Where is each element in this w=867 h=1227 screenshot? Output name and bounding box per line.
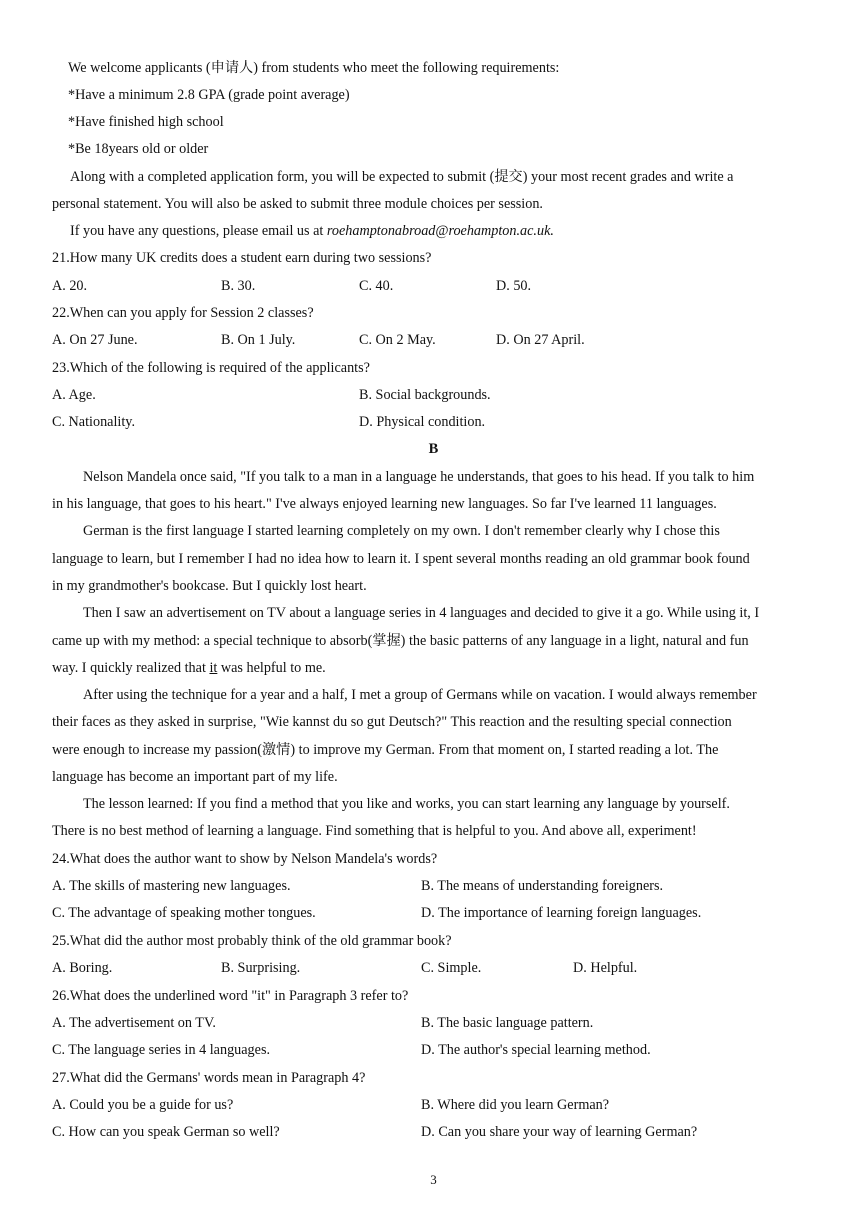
requirement-school: *Have finished high school xyxy=(68,114,224,130)
question-25-option-b: B. Surprising. xyxy=(221,960,301,976)
question-26-option-b: B. The basic language pattern. xyxy=(421,1015,594,1031)
contact-line xyxy=(70,222,554,240)
passage-line: After using the technique for a year and a half, I met a group of Germans while on vacation. I would always remember xyxy=(83,687,757,703)
question-26-stem: 26.What does the underlined word "it" in Paragraph 3 refer to? xyxy=(52,988,409,1004)
passage-line xyxy=(52,659,326,677)
question-22-option-d: D. On 27 April. xyxy=(496,332,585,348)
question-27-option-b: B. Where did you learn German? xyxy=(421,1097,610,1113)
passage-line: in my grandmother's bookcase. But I quickly lost heart. xyxy=(52,578,367,594)
question-26-option-a: A. The advertisement on TV. xyxy=(52,1015,216,1031)
question-24-option-d: D. The importance of learning foreign languages. xyxy=(421,905,702,921)
underlined-word-it: it xyxy=(209,660,218,676)
question-21-option-b: B. 30. xyxy=(221,278,256,294)
passage-line: language to learn, but I remember I had no idea how to learn it. I spent several months reading an old grammar book found xyxy=(52,551,750,567)
application-paragraph-line: personal statement. You will also be asked to submit three module choices per session. xyxy=(52,196,543,212)
passage-text: was helpful to me. xyxy=(217,660,326,676)
question-21-stem: 21.How many UK credits does a student earn during two sessions? xyxy=(52,250,432,266)
passage-line: their faces as they asked in surprise, "Wie kannst du so gut Deutsch?" This reaction and the resulting special connection xyxy=(52,714,732,730)
question-25-stem: 25.What did the author most probably think of the old grammar book? xyxy=(52,933,452,949)
question-22-stem: 22.When can you apply for Session 2 classes? xyxy=(52,305,314,321)
question-27-option-c: C. How can you speak German so well? xyxy=(52,1124,280,1140)
question-22-option-c: C. On 2 May. xyxy=(359,332,436,348)
passage-line: Nelson Mandela once said, "If you talk to a man in a language he understands, that goes to his head. If you talk to him xyxy=(83,469,755,485)
passage-line: were enough to increase my passion(激情) to improve my German. From that moment on, I started reading a lot. The xyxy=(52,742,719,758)
question-26-option-d: D. The author's special learning method. xyxy=(421,1042,651,1058)
question-22-option-b: B. On 1 July. xyxy=(221,332,296,348)
question-27-option-a: A. Could you be a guide for us? xyxy=(52,1097,234,1113)
passage-line: in his language, that goes to his heart." I've always enjoyed learning new languages. So far I've learned 11 languages. xyxy=(52,496,717,512)
question-23-option-a: A. Age. xyxy=(52,387,96,403)
question-23-option-b: B. Social backgrounds. xyxy=(359,387,491,403)
requirements-intro: We welcome applicants (申请人) from students who meet the following requirements: xyxy=(68,60,560,76)
passage-text: way. I quickly realized that xyxy=(52,660,210,676)
question-24-option-b: B. The means of understanding foreigners. xyxy=(421,878,664,894)
section-b-heading: B xyxy=(428,441,439,457)
question-27-stem: 27.What did the Germans' words mean in Paragraph 4? xyxy=(52,1070,366,1086)
passage-line: The lesson learned: If you find a method that you like and works, you can start learning any language by yourself. xyxy=(83,796,730,812)
question-25-option-a: A. Boring. xyxy=(52,960,113,976)
passage-line: language has become an important part of my life. xyxy=(52,769,338,785)
contact-email: roehamptonabroad@roehampton.ac.uk. xyxy=(326,223,554,239)
requirement-gpa: *Have a minimum 2.8 GPA (grade point average) xyxy=(68,87,350,103)
passage-line: came up with my method: a special technique to absorb(掌握) the basic patterns of any language in a light, natural and fun xyxy=(52,633,749,649)
question-22-option-a: A. On 27 June. xyxy=(52,332,138,348)
contact-text: If you have any questions, please email us at xyxy=(70,223,327,239)
question-21-option-a: A. 20. xyxy=(52,278,88,294)
passage-line: German is the first language I started learning completely on my own. I don't remember clearly why I chose this xyxy=(83,523,720,539)
passage-line: There is no best method of learning a language. Find something that is helpful to you. And above all, experiment! xyxy=(52,823,697,839)
question-25-option-c: C. Simple. xyxy=(421,960,482,976)
question-24-option-a: A. The skills of mastering new languages. xyxy=(52,878,291,894)
page-number: 3 xyxy=(430,1172,437,1187)
question-27-option-d: D. Can you share your way of learning German? xyxy=(421,1124,698,1140)
question-21-option-d: D. 50. xyxy=(496,278,532,294)
question-23-option-d: D. Physical condition. xyxy=(359,414,486,430)
passage-line: Then I saw an advertisement on TV about a language series in 4 languages and decided to give it a go. While using it, I xyxy=(83,605,760,621)
question-21-option-c: C. 40. xyxy=(359,278,394,294)
application-paragraph-line: Along with a completed application form, you will be expected to submit (提交) your most recent grades and write a xyxy=(70,169,734,185)
requirement-age: *Be 18years old or older xyxy=(68,141,209,157)
question-25-option-d: D. Helpful. xyxy=(573,960,638,976)
question-23-option-c: C. Nationality. xyxy=(52,414,136,430)
question-24-option-c: C. The advantage of speaking mother tongues. xyxy=(52,905,316,921)
question-24-stem: 24.What does the author want to show by Nelson Mandela's words? xyxy=(52,851,438,867)
question-26-option-c: C. The language series in 4 languages. xyxy=(52,1042,271,1058)
question-23-stem: 23.Which of the following is required of the applicants? xyxy=(52,360,370,376)
